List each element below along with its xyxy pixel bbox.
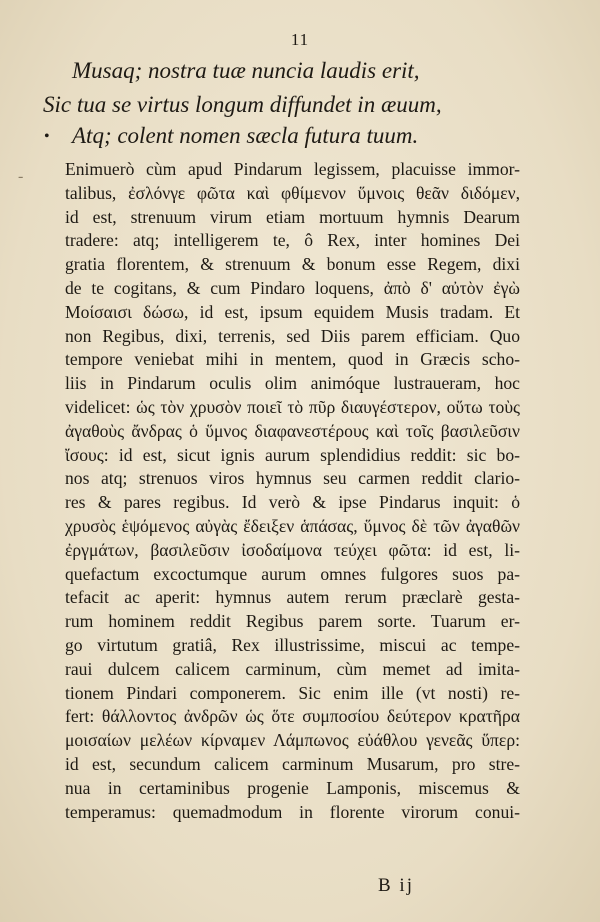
body-text <box>65 158 520 824</box>
body-line: tionem Pindari componerem. Sic enim ille (vt nosti) re- <box>65 682 520 703</box>
body-line: nua in certaminibus progenie Lamponis, miscemus & <box>65 777 520 798</box>
body-line: tradere: atq; intelligerem te, ô Rex, inter homines Dei <box>65 230 520 251</box>
body-line: rum hominem reddit Regibus parem sorte. Tuarum er- <box>65 611 520 632</box>
body-line: talibus, ἐσλόνγε φῶτα καὶ φθίμενον ὕμνοις θεᾶν διδόμεν, <box>65 182 520 203</box>
margin-mark: - <box>18 168 24 185</box>
verse-line-1: Musaq; nostra tuæ nuncia laudis erit, <box>72 58 420 83</box>
body-line: ἀγαθοὺς ἄνδρας ὁ ὕμνος διαφανεστέρους καὶ τοῖς βασιλεῦσιν <box>65 420 520 441</box>
body-line: gratia florentem, & strenuum & bonum esse Regem, dixi <box>65 254 520 275</box>
verse-bullet: • <box>44 128 50 145</box>
body-line: id est, secundum calicem carminum Musarum, pro stre- <box>65 753 520 774</box>
body-line: ἐργμάτων, βασιλεῦσιν ἰσοδαίμονα τεύχει φῶτα: id est, li- <box>65 539 520 560</box>
body-line: tefacit ac aperit: hymnus autem rerum præclarè gesta- <box>65 587 520 608</box>
body-line: id est, strenuum virum etiam mortuum hymnis Dearum <box>65 206 520 227</box>
body-line: μοισαίων μελέων κίρναμεν Λάμπωνος εὐάθλου γενεᾶς ὕπερ: <box>65 730 520 751</box>
body-line: liis in Pindarum oculis olim animóque lustraueram, hoc <box>65 373 520 394</box>
body-line: nos atq; strenuos viros hymnus seu carmen reddit clario- <box>65 468 520 489</box>
body-line: χρυσὸς ἑψόμενος αὐγὰς ἔδειξεν ἁπάσας, ὕμνος δὲ τῶν ἀγαθῶν <box>65 515 520 536</box>
body-line: tempore veniebat mihi in mentem, quod in Græcis scho- <box>65 349 520 370</box>
page-number: 11 <box>290 30 310 49</box>
body-line: raui dulcem calicem carminum, cùm memet ad imita- <box>65 658 520 679</box>
body-line: Μοίσαισι δώσω, id est, ipsum equidem Musis tradam. Et <box>65 301 520 322</box>
body-line: ἴσους: id est, sicut ignis aurum splendidius reddit: sic bo- <box>65 444 520 465</box>
verse-line-3: Atq; colent nomen sæcla futura tuum. <box>72 123 419 148</box>
body-line: go virtutum gratiâ, Rex illustrissime, miscui ac tempe- <box>65 634 520 655</box>
body-line: videlicet: ὡς τὸν χρυσὸν ποιεῖ τὸ πῦρ διαυγέστερον, οὕτω τοὺς <box>65 396 520 417</box>
body-line: fert: θάλλοντος ἀνδρῶν ὡς ὅτε συμποσίου δεύτερον κρατῆρα <box>65 706 520 727</box>
verse-line-2: Sic tua se virtus longum diffundet in æuum, <box>43 92 442 117</box>
body-line: non Regibus, dixi, terrenis, sed Diis parem efficiam. Quo <box>65 325 520 346</box>
body-line: quefactum excoctumque aurum omnes fulgores suos pa- <box>65 563 520 584</box>
body-line: de te cogitans, & cum Pindaro loquens, ἀπὸ δ' αὐτὸν ἐγὼ <box>65 277 520 298</box>
body-line: temperamus: quemadmodum in florente virorum conui- <box>65 801 520 822</box>
body-line: Enimuerò cùm apud Pindarum legissem, placuisse immor- <box>65 159 520 179</box>
signature-mark: B ij <box>378 875 414 896</box>
body-line: res & pares regibus. Id verò & ipse Pindarus inquit: ὁ <box>65 492 520 513</box>
